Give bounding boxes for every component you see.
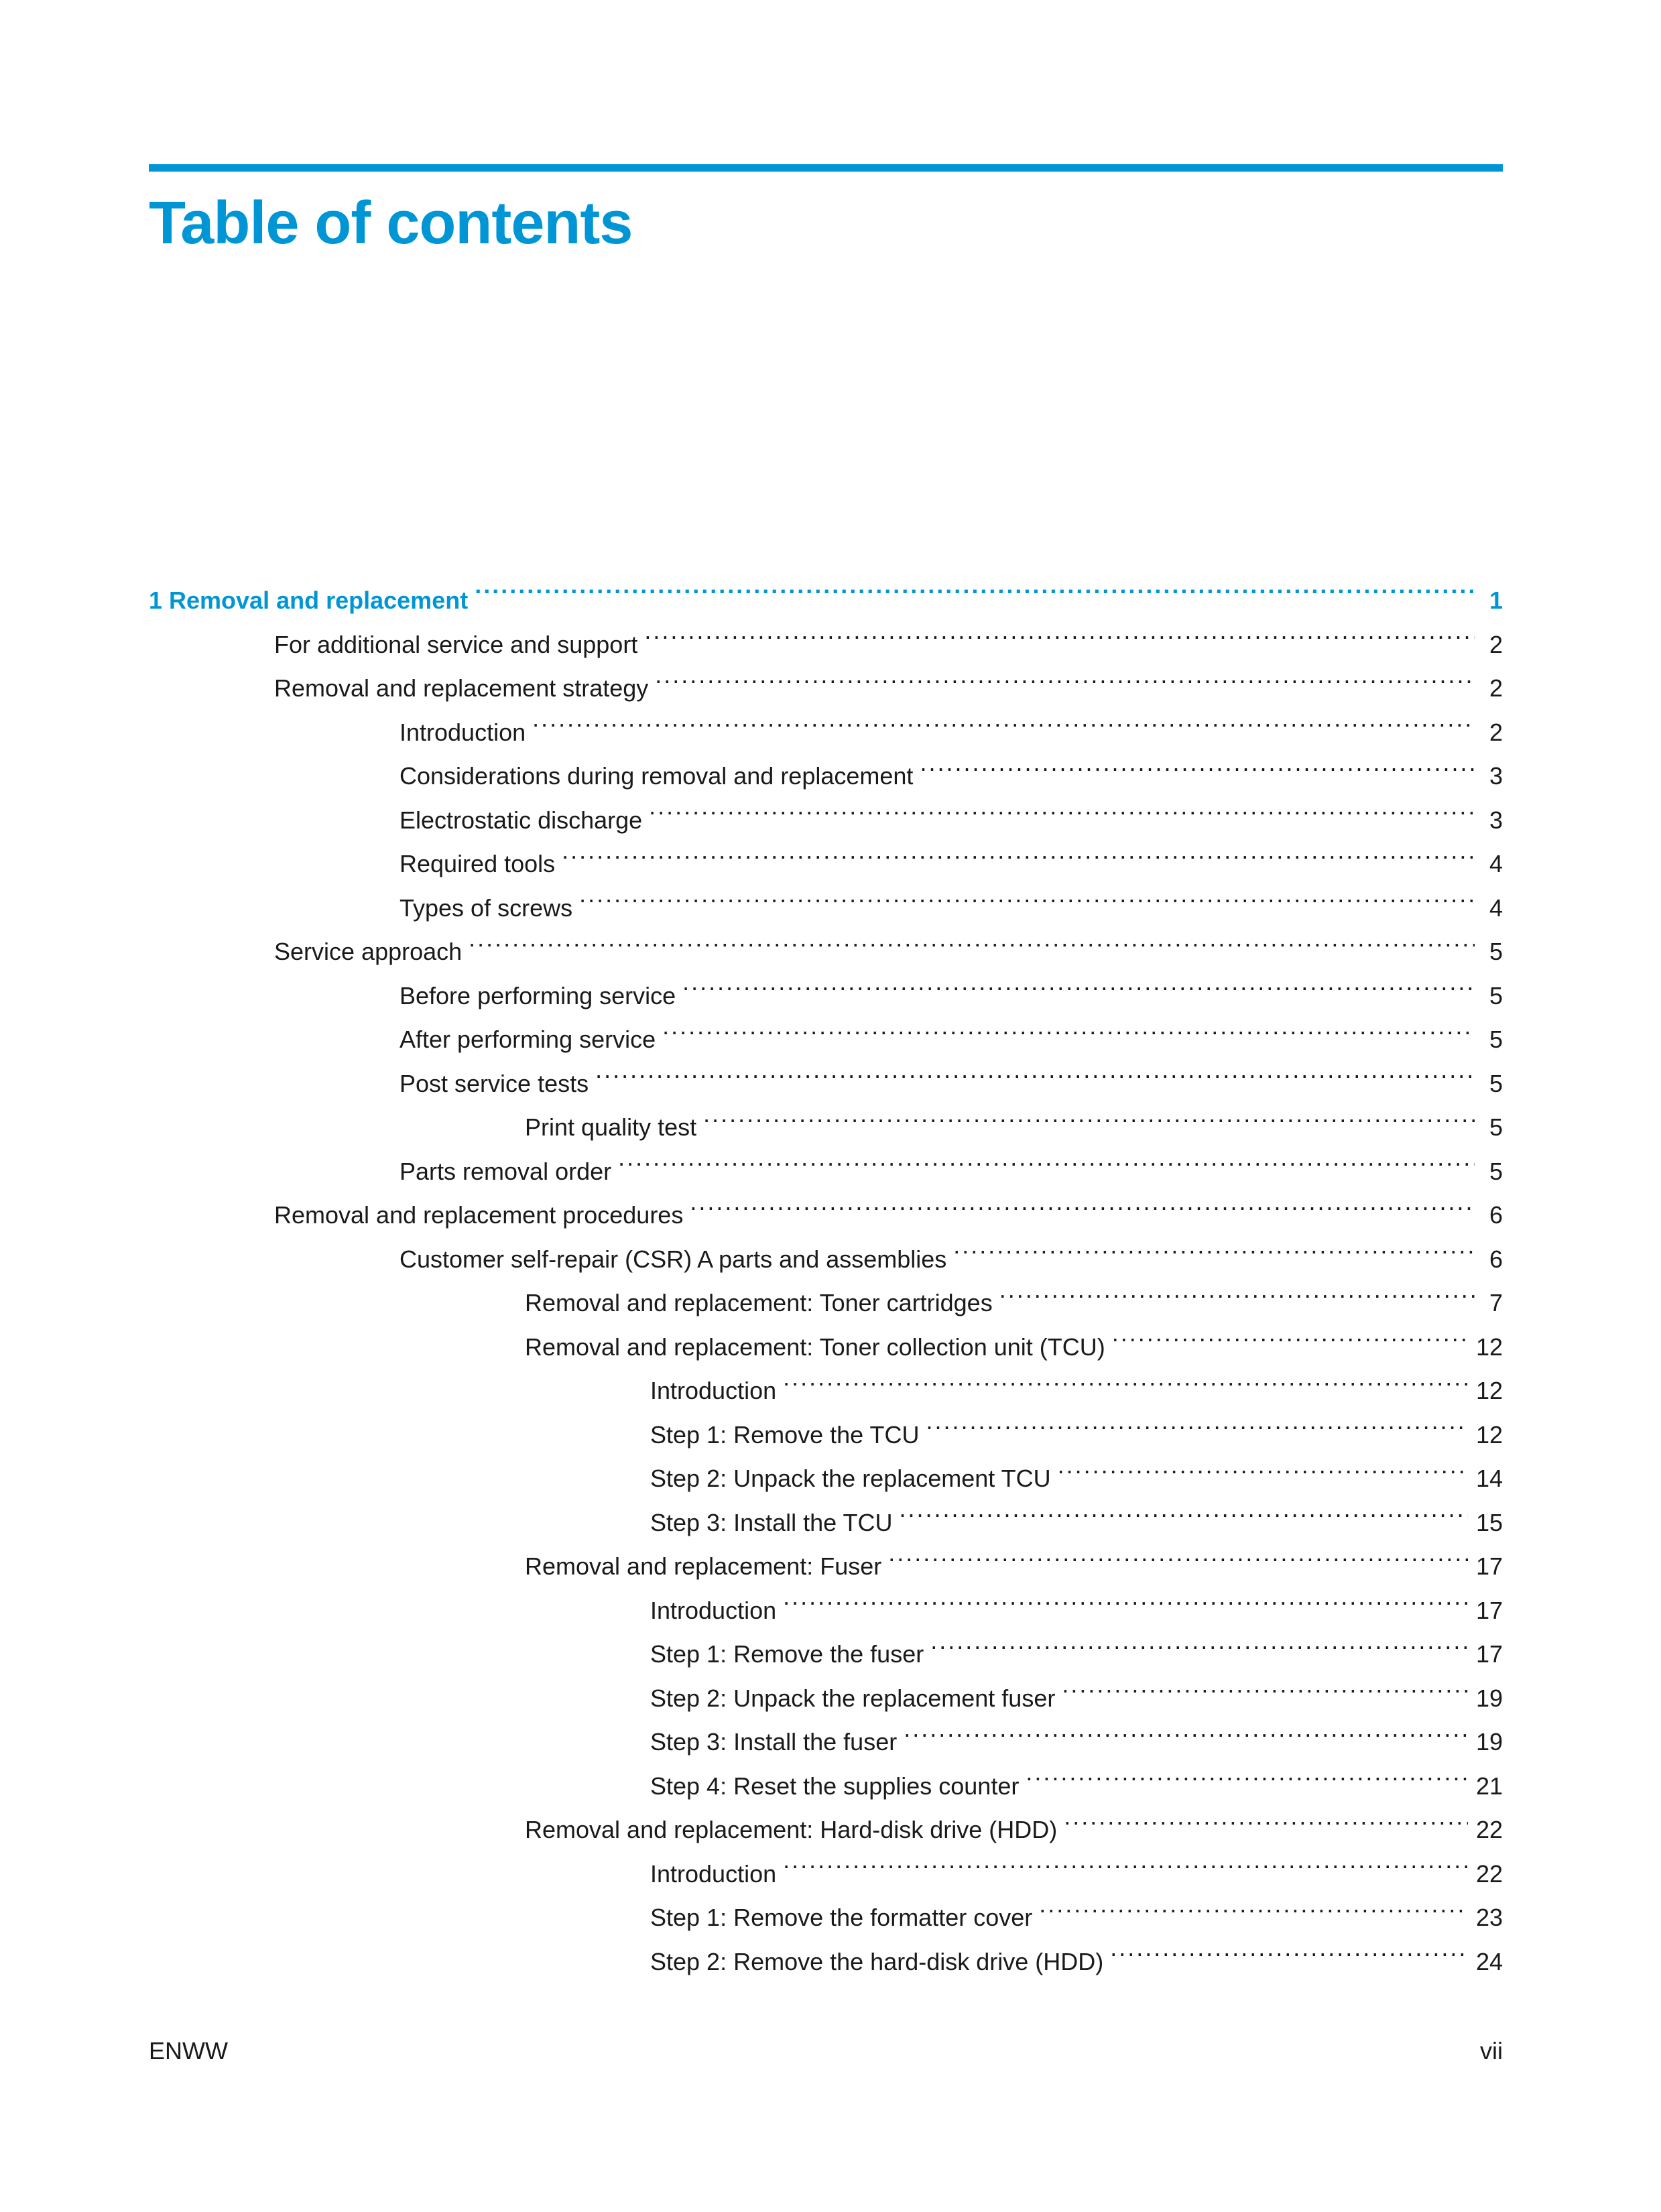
toc-entry-title: Introduction (650, 1377, 777, 1404)
toc-entry-page: 4 (1489, 894, 1503, 922)
toc-entry-page: 24 (1475, 1947, 1503, 1975)
dot-leader (1039, 1882, 1468, 1926)
toc-entry[interactable] (149, 1707, 1503, 1756)
toc-entry-title: Removal and replacement: Hard-disk drive (HDD) (525, 1816, 1058, 1843)
toc-entry-title: For additional service and support (274, 630, 638, 658)
toc-entry-page: 22 (1475, 1816, 1503, 1843)
header-rule (149, 164, 1503, 172)
toc-entry[interactable] (149, 1487, 1503, 1536)
toc-entry-title: Removal and replacement: Toner cartridges (525, 1289, 993, 1316)
toc-entry-page: 5 (1489, 1069, 1503, 1097)
page-title: Table of contents (149, 190, 633, 257)
dot-leader (783, 1355, 1468, 1400)
dot-leader (1026, 1750, 1468, 1794)
toc-entry-page: 12 (1475, 1420, 1503, 1449)
toc-chapter-entry[interactable] (149, 562, 1503, 614)
toc-entry[interactable] (149, 1531, 1503, 1580)
toc-entry-page: 19 (1475, 1728, 1503, 1756)
toc-entry-title: Step 3: Install the fuser (650, 1728, 898, 1756)
toc-entry[interactable] (149, 960, 1503, 1009)
toc-entry-page: 6 (1489, 1201, 1503, 1229)
toc-entry[interactable] (149, 1882, 1503, 1931)
toc-entry-title: After performing service (399, 1026, 656, 1053)
dot-leader (579, 872, 1475, 916)
toc-entry-title: Introduction (399, 718, 526, 746)
dot-leader (783, 1838, 1468, 1882)
toc-entry-page: 5 (1489, 1113, 1503, 1141)
toc-entry-title: Introduction (650, 1859, 777, 1888)
page-number: vii (1480, 2037, 1503, 2065)
toc-entry-page: 19 (1475, 1684, 1503, 1712)
toc-entry-page: 5 (1489, 1157, 1503, 1185)
toc-entry-title: Print quality test (525, 1113, 697, 1141)
dot-leader (475, 562, 1475, 609)
toc-entry-title: Step 2: Remove the hard-disk drive (HDD) (650, 1947, 1104, 1975)
toc-entry[interactable] (149, 1838, 1503, 1888)
toc-entry[interactable] (149, 1268, 1503, 1316)
toc-entry-title: Customer self-repair (CSR) A parts and assemblies (399, 1245, 947, 1273)
dot-leader (595, 1048, 1475, 1092)
toc-entry-page: 5 (1489, 1026, 1503, 1053)
toc-entry-page: 4 (1489, 850, 1503, 877)
dot-leader (662, 1004, 1475, 1048)
dot-leader (1058, 1443, 1468, 1487)
toc-entry-page: 21 (1475, 1772, 1503, 1800)
toc-entry[interactable] (149, 1399, 1503, 1449)
dot-leader (703, 1092, 1475, 1136)
toc-entry-page: 2 (1489, 630, 1503, 658)
toc-entry-page: 1 (1489, 587, 1503, 614)
toc-entry-page: 6 (1489, 1245, 1503, 1273)
toc-entry-page: 17 (1475, 1640, 1503, 1668)
dot-leader (682, 960, 1475, 1004)
table-of-contents (149, 562, 1503, 1975)
toc-entry-title: Introduction (650, 1596, 777, 1624)
toc-entry-title: 1 Removal and replacement (149, 587, 469, 614)
dot-leader (532, 696, 1475, 741)
toc-entry-title: Before performing service (399, 981, 676, 1009)
toc-entry[interactable] (149, 872, 1503, 922)
dot-leader (618, 1135, 1475, 1180)
dot-leader (904, 1707, 1468, 1751)
dot-leader (649, 784, 1475, 828)
dot-leader (1112, 1311, 1468, 1355)
toc-entry[interactable] (149, 696, 1503, 746)
toc-entry-title: Service approach (274, 938, 463, 965)
toc-entry-title: Electrostatic discharge (399, 806, 643, 834)
toc-entry[interactable] (149, 1443, 1503, 1492)
footer-left-label: ENWW (149, 2037, 228, 2065)
toc-entry-page: 3 (1489, 762, 1503, 790)
toc-entry-page: 15 (1475, 1508, 1503, 1536)
toc-entry-title: Removal and replacement: Fuser (525, 1552, 882, 1580)
dot-leader (644, 609, 1475, 653)
toc-entry-title: Required tools (399, 850, 556, 877)
toc-entry[interactable] (149, 1575, 1503, 1624)
toc-entry-title: Considerations during removal and replacement (399, 762, 914, 790)
toc-entry[interactable] (149, 1355, 1503, 1404)
toc-entry-page: 5 (1489, 938, 1503, 965)
dot-leader (920, 741, 1475, 785)
toc-entry[interactable] (149, 1619, 1503, 1668)
toc-entry-page: 2 (1489, 674, 1503, 702)
dot-leader (469, 916, 1475, 961)
toc-entry-title: Step 2: Unpack the replacement TCU (650, 1465, 1051, 1492)
toc-entry-title: Step 1: Remove the formatter cover (650, 1904, 1033, 1931)
toc-entry[interactable] (149, 828, 1503, 877)
toc-entry[interactable] (149, 609, 1503, 658)
toc-entry[interactable] (149, 1048, 1503, 1097)
toc-entry[interactable] (149, 1223, 1503, 1273)
toc-entry[interactable] (149, 1092, 1503, 1141)
dot-leader (783, 1575, 1468, 1619)
toc-entry[interactable] (149, 1662, 1503, 1712)
toc-entry-page: 12 (1475, 1333, 1503, 1361)
toc-entry-title: Removal and replacement procedures (274, 1201, 684, 1229)
dot-leader (655, 653, 1475, 697)
toc-entry[interactable] (149, 741, 1503, 790)
toc-entry-title: Types of screws (399, 894, 573, 922)
dot-leader (953, 1223, 1475, 1268)
toc-entry-title: Parts removal order (399, 1157, 612, 1185)
toc-entry-page: 23 (1475, 1904, 1503, 1931)
toc-entry[interactable] (149, 1926, 1503, 1975)
dot-leader (900, 1487, 1468, 1531)
toc-entry-page: 22 (1475, 1859, 1503, 1888)
toc-entry-page: 12 (1475, 1377, 1503, 1404)
toc-entry-title: Step 1: Remove the TCU (650, 1420, 920, 1449)
toc-entry-page: 3 (1489, 806, 1503, 834)
dot-leader (1110, 1926, 1468, 1970)
dot-leader (930, 1619, 1468, 1663)
toc-entry[interactable] (149, 784, 1503, 834)
toc-entry[interactable] (149, 1004, 1503, 1053)
toc-entry-title: Removal and replacement strategy (274, 674, 649, 702)
toc-entry[interactable] (149, 1135, 1503, 1185)
dot-leader (562, 828, 1475, 873)
toc-entry-page: 7 (1489, 1289, 1503, 1316)
toc-entry-page: 2 (1489, 718, 1503, 746)
toc-entry-title: Step 1: Remove the fuser (650, 1640, 924, 1668)
toc-entry-title: Removal and replacement: Toner collection unit (TCU) (525, 1333, 1105, 1361)
toc-entry[interactable] (149, 1794, 1503, 1843)
toc-entry[interactable] (149, 1180, 1503, 1229)
dot-leader (1064, 1794, 1468, 1839)
toc-entry-title: Step 3: Install the TCU (650, 1508, 893, 1536)
dot-leader (999, 1268, 1475, 1312)
dot-leader (926, 1399, 1468, 1443)
toc-entry-page: 5 (1489, 981, 1503, 1009)
dot-leader (690, 1180, 1475, 1224)
dot-leader (888, 1531, 1468, 1575)
toc-entry[interactable] (149, 653, 1503, 702)
dot-leader (1062, 1662, 1468, 1707)
toc-entry-page: 17 (1475, 1596, 1503, 1624)
toc-entry-title: Post service tests (399, 1069, 589, 1097)
toc-entry[interactable] (149, 1311, 1503, 1361)
toc-entry-page: 14 (1475, 1465, 1503, 1492)
toc-entry-title: Step 4: Reset the supplies counter (650, 1772, 1020, 1800)
toc-entry[interactable] (149, 1750, 1503, 1800)
toc-entry[interactable] (149, 916, 1503, 965)
toc-entry-page: 17 (1475, 1552, 1503, 1580)
toc-entry-title: Step 2: Unpack the replacement fuser (650, 1684, 1056, 1712)
